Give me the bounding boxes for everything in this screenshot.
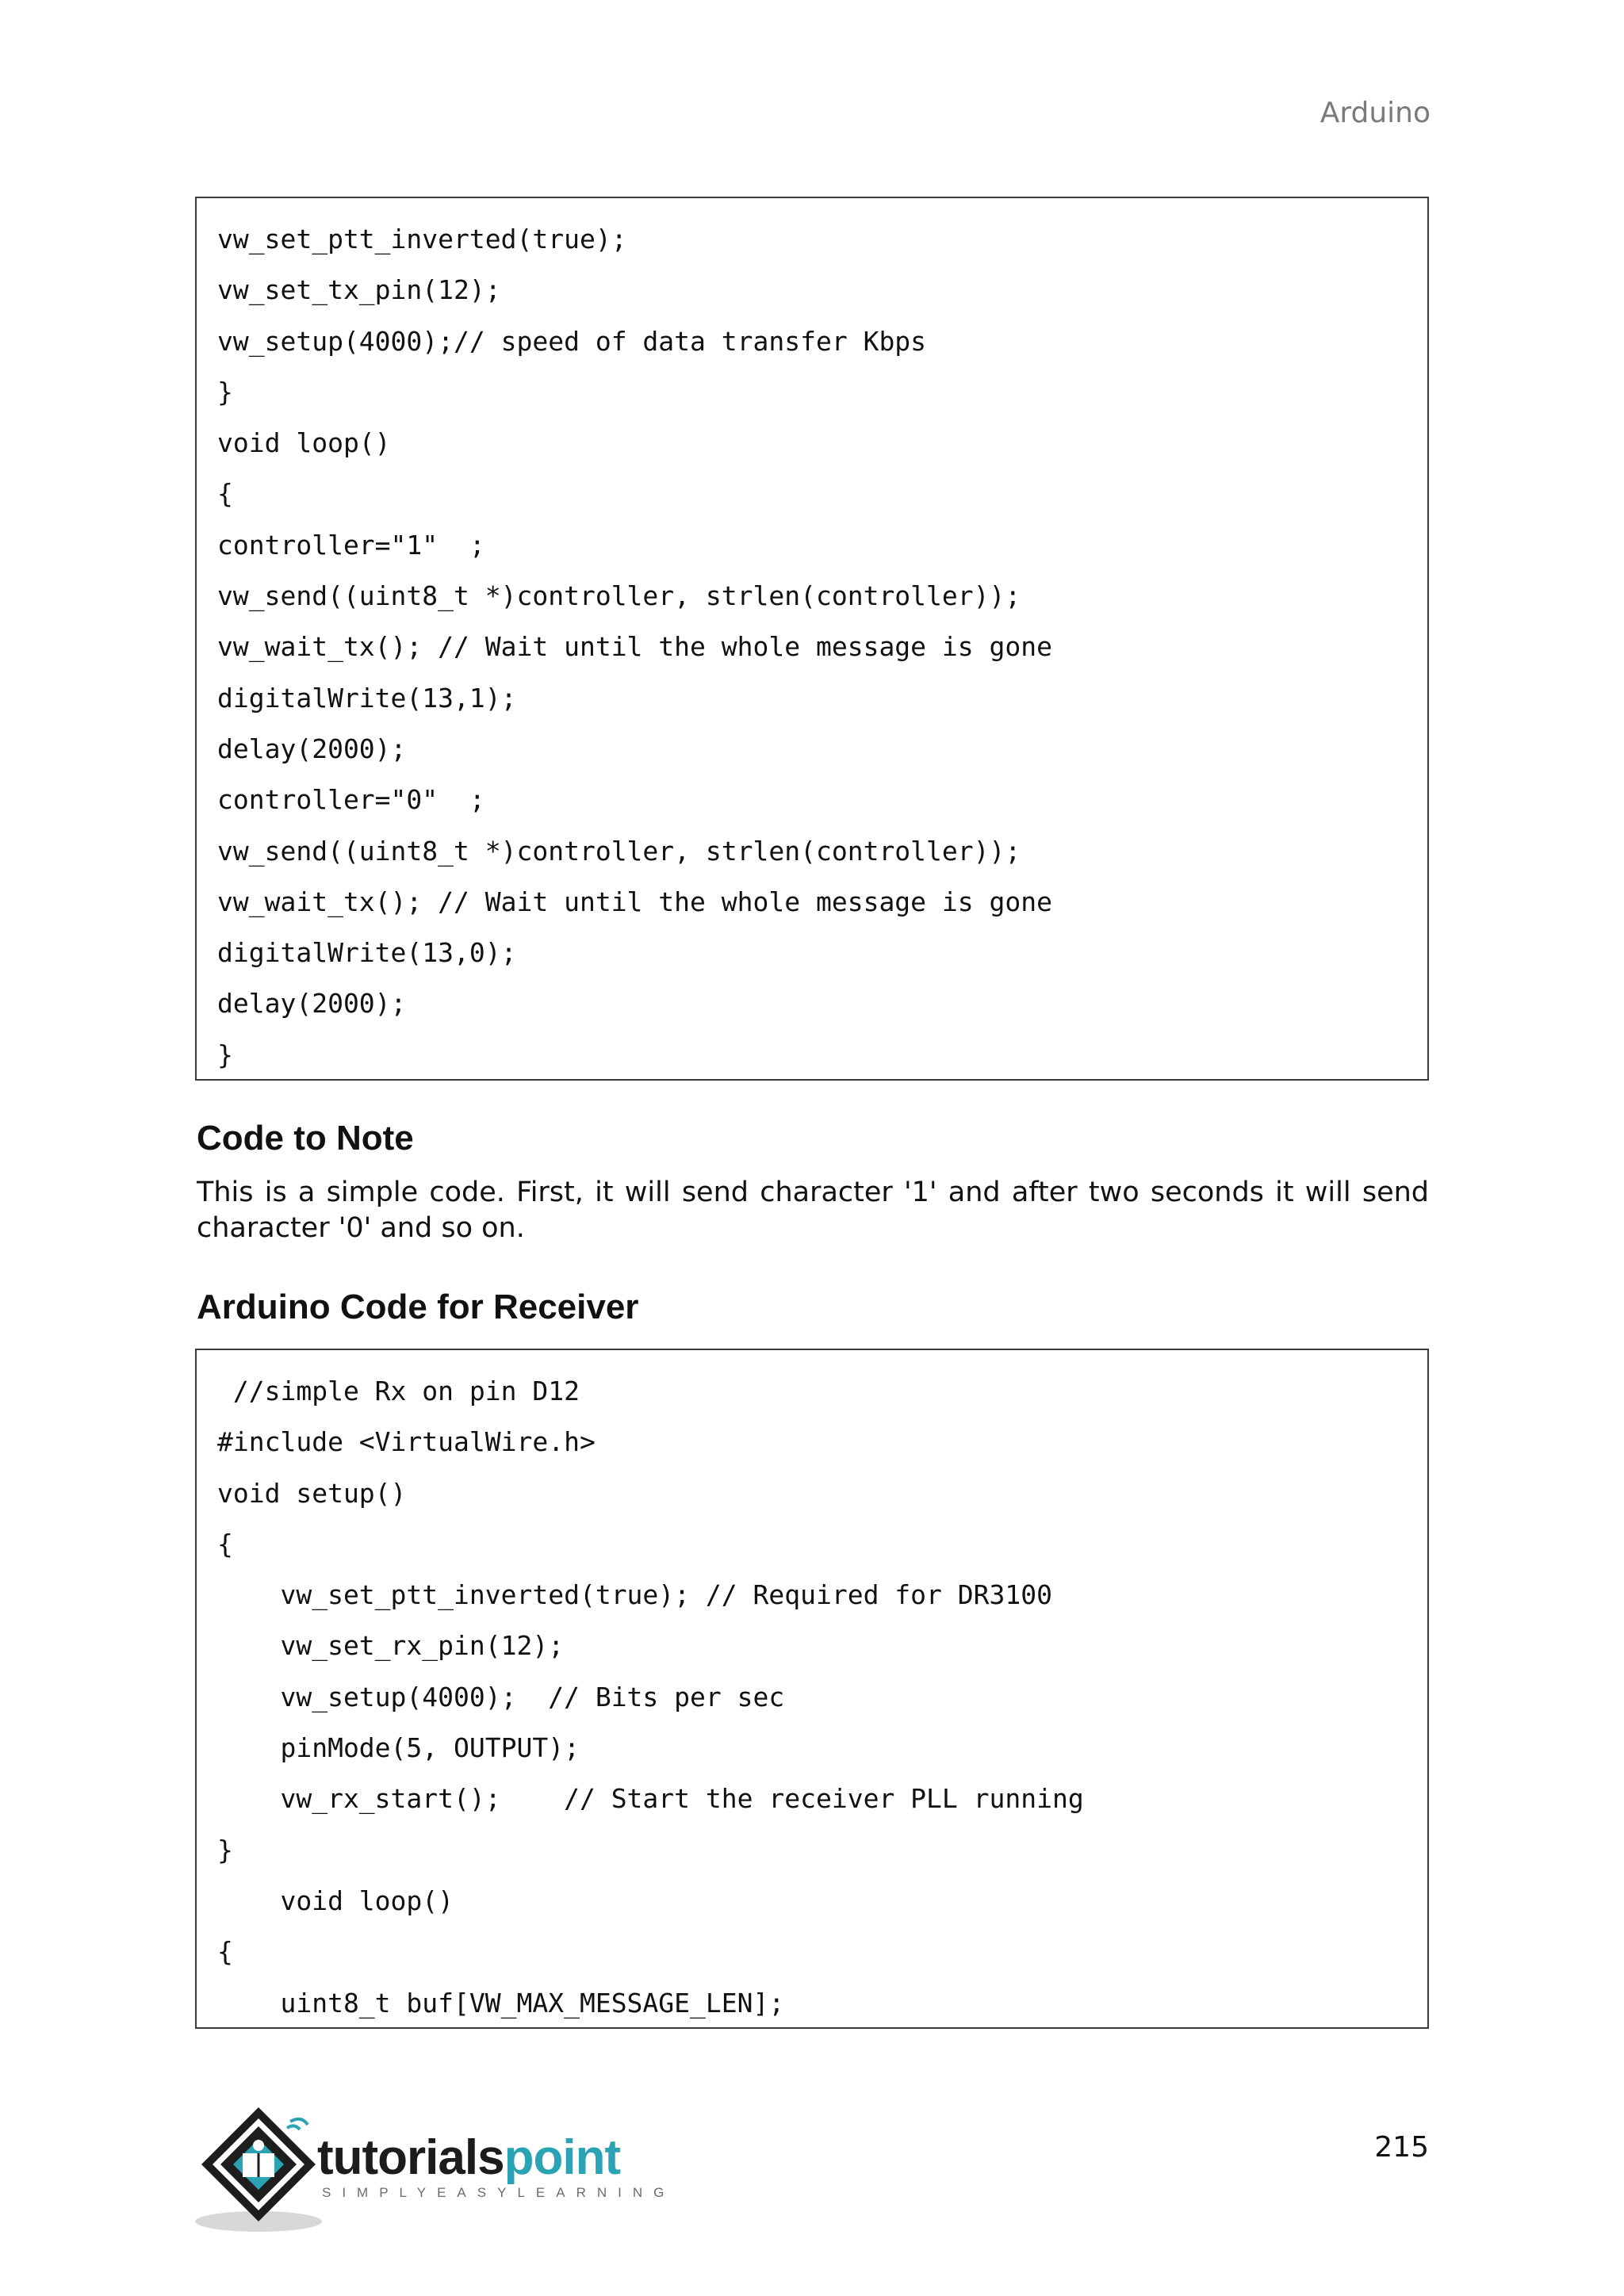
section-heading-code-to-note: Code to Note xyxy=(197,1119,414,1158)
logo-tagline: SIMPLYEASYLEARNING xyxy=(322,2185,676,2200)
code-block-transmitter xyxy=(195,197,1429,1081)
code-line: //simple Rx on pin D12 xyxy=(217,1376,580,1406)
code-line: vw_setup(4000);// speed of data transfer Kbps xyxy=(217,325,927,357)
logo-word-main: tutorials xyxy=(317,2130,504,2185)
code-line: delay(2000); xyxy=(217,988,407,1020)
code-line: vw_rx_start(); // Start the receiver PLL running xyxy=(217,1783,1084,1815)
code-line: } xyxy=(217,376,233,408)
code-line: vw_wait_tx(); // Wait until the whole message is gone xyxy=(217,631,1052,663)
logo-word-accent: point xyxy=(504,2130,621,2185)
code-line: delay(2000); xyxy=(217,733,407,764)
code-line: #include <VirtualWire.h> xyxy=(217,1426,596,1458)
code-line: } xyxy=(217,1039,233,1070)
code-line: { xyxy=(217,1528,233,1559)
logo-wordmark xyxy=(317,2130,620,2186)
code-line: void loop() xyxy=(217,1885,454,1916)
code-line: pinMode(5, OUTPUT); xyxy=(217,1732,580,1764)
code-line: controller="1" ; xyxy=(217,529,485,561)
code-line: controller="0" ; xyxy=(217,784,485,816)
code-line: vw_set_ptt_inverted(true); xyxy=(217,224,627,254)
code-line: void loop() xyxy=(217,427,391,459)
page-number: 215 xyxy=(1374,2131,1429,2164)
code-line: } xyxy=(217,1834,233,1866)
code-line: vw_set_ptt_inverted(true); // Required for DR3100 xyxy=(217,1579,1052,1611)
section-heading-receiver: Arduino Code for Receiver xyxy=(197,1288,639,1326)
code-line: vw_setup(4000); // Bits per sec xyxy=(217,1681,785,1712)
code-line: { xyxy=(217,478,233,510)
code-line: vw_send((uint8_t *)controller, strlen(controller)); xyxy=(217,580,1021,612)
code-line: vw_send((uint8_t *)controller, strlen(controller)); xyxy=(217,835,1021,867)
code-line: vw_set_tx_pin(12); xyxy=(217,274,501,306)
code-line: { xyxy=(217,1936,233,1968)
logo-diamond-icon xyxy=(193,2101,328,2236)
code-line: vw_wait_tx(); // Wait until the whole message is gone xyxy=(217,886,1052,917)
code-line: void setup() xyxy=(217,1477,407,1509)
body-paragraph: This is a simple code. First, it will send character '1' and after two seconds it will send character '0' and so on. xyxy=(197,1177,1429,1244)
code-line: uint8_t buf[VW_MAX_MESSAGE_LEN]; xyxy=(217,1987,785,2019)
tutorialspoint-logo xyxy=(193,2101,676,2236)
code-block-receiver xyxy=(195,1349,1429,2029)
code-line: vw_set_rx_pin(12); xyxy=(217,1630,565,1662)
code-line: digitalWrite(13,0); xyxy=(217,937,517,969)
running-header: Arduino xyxy=(1320,97,1431,129)
code-line: digitalWrite(13,1); xyxy=(217,682,517,714)
